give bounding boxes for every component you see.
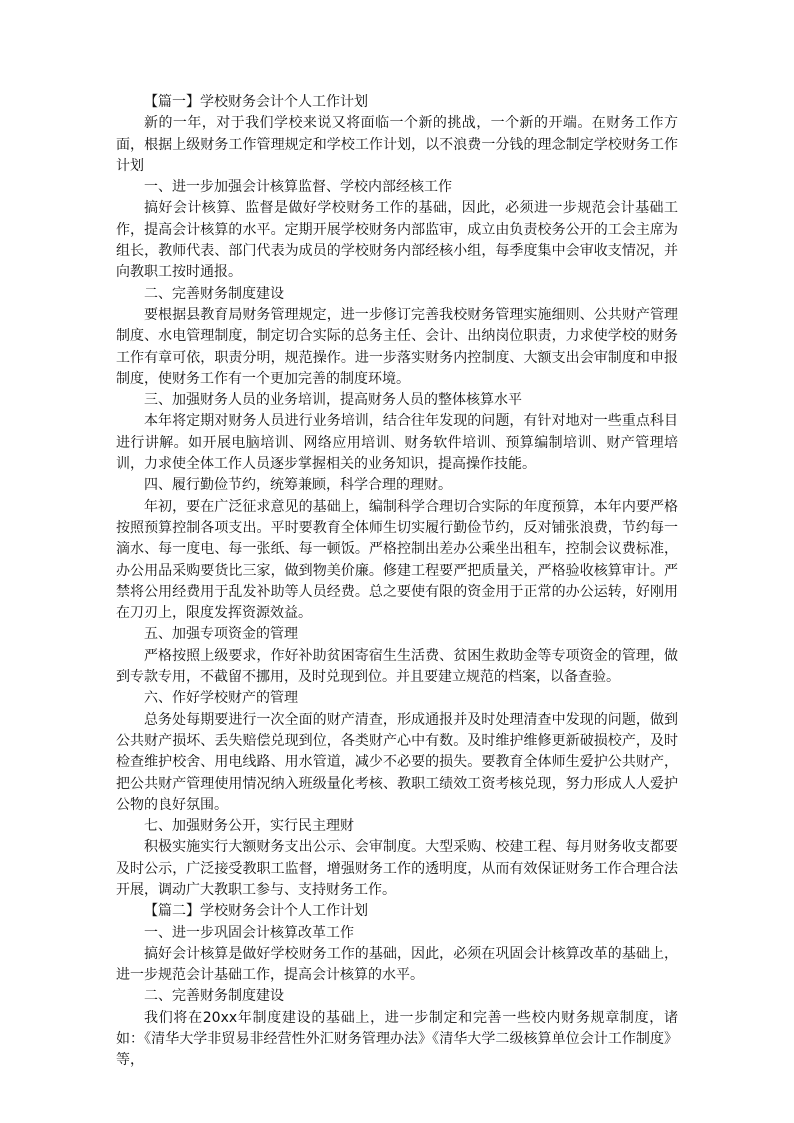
paragraph: 我们将在20xx年制度建设的基础上，进一步制定和完善一些校内财务规章制度，诸如：《清华大学非贸易非经营性外汇财务管理办法》《清华大学二级核算单位会计工作制度》等， xyxy=(116,1009,678,1069)
paragraph: 要根据县教育局财务管理规定，进一步修订完善我校财务管理实施细则、公共财产管理制度、水电管理制度，制定切合实际的总务主任、会计、出纳岗位职责，力求使学校的财务工作有章可依，职责分明，规范操作。进一步落实财务内控制度、大额支出会审制度和申报制度，使财务工作有一个更加完善的制度环境。 xyxy=(116,306,678,387)
paragraph: 搞好会计核算、监督是做好学校财务工作的基础，因此，必须进一步规范会计基础工作，提高会计核算的水平。定期开展学校财务内部监审，成立由负责校务公开的工会主席为组长，教师代表、部门代表为成员的学校财务内部经核小组，每季度集中会审收支情况，并向教职工按时通报。 xyxy=(116,200,678,281)
subheading: 二、完善财务制度建设 xyxy=(144,285,284,302)
paragraph: 积极实施实行大额财务支出公示、会审制度。大型采购、校建工程、每月财务收支都要及时公示，广泛接受教职工监督，增强财务工作的透明度，从而有效保证财务工作合理合法开展，调动广大教职工参与、支持财务工作。 xyxy=(116,839,678,898)
subheading: 二、完善财务制度建设 xyxy=(144,988,284,1005)
subheading: 一、进一步加强会计核算监督、学校内部经核工作 xyxy=(144,179,452,196)
paragraph: 总务处每期要进行一次全面的财产清查，形成通报并及时处理清查中发现的问题，做到公共财产损坏、丢失赔偿兑现到位，各类财产心中有数。及时维护维修更新破损校产，及时检查维护校舍、用电线路、用水管道，减少不必要的损失。要教育全体师生爱护公共财产，把公共财产管理使用情况纳入班级量化考核、教职工绩效工资考核兑现，努力形成人人爱护公物的良好氛围。 xyxy=(116,711,678,813)
paragraph: 搞好会计核算是做好学校财务工作的基础，因此，必须在巩固会计核算改革的基础上，进一步规范会计基础工作，提高会计核算的水平。 xyxy=(116,945,678,984)
subheading: 七、加强财务公开，实行民主理财 xyxy=(144,818,354,835)
subheading: 一、进一步巩固会计核算改革工作 xyxy=(144,924,354,941)
paragraph: 严格按照上级要求，作好补助贫困寄宿生生活费、贫困生救助金等专项资金的管理，做到专款专用，不截留不挪用，及时兑现到位。并且要建立规范的档案，以备查验。 xyxy=(116,647,678,686)
paragraph: 本年将定期对财务人员进行业务培训，结合往年发现的问题，有针对地对一些重点科目进行讲解。如开展电脑培训、网络应用培训、财务软件培训、预算编制培训、财产管理培训，力求使全体工作人员逐步掌握相关的业务知识，提高操作技能。 xyxy=(116,413,678,473)
subheading: 三、加强财务人员的业务培训，提高财务人员的整体核算水平 xyxy=(144,392,522,409)
subheading: 六、作好学校财产的管理 xyxy=(144,690,298,707)
subheading: 四、履行勤俭节约，统筹兼顾，科学合理的理财。 xyxy=(144,477,452,494)
subheading: 五、加强专项资金的管理 xyxy=(144,626,298,643)
section-heading-part-two: 【篇二】学校财务会计个人工作计划 xyxy=(144,903,368,920)
section-heading-part-one: 【篇一】学校财务会计个人工作计划 xyxy=(144,94,368,110)
document-body xyxy=(116,92,678,1072)
paragraph: 年初，要在广泛征求意见的基础上，编制科学合理切合实际的年度预算，本年内要严格按照预算控制各项支出。平时要教育全体师生切实履行勤俭节约，反对铺张浪费，节约每一滴水、每一度电、每一张纸、每一顿饭。严格控制出差办公乘坐出租车，控制会议费标准，办公用品采购要货比三家，做到物美价廉。修建工程要严把质量关，严格验收核算审计。严禁将公用经费用于乱发补助等人员经费。总之要使有限的资金用于正常的办公运转，好刚用在刀刃上，限度发挥资源效益。 xyxy=(116,498,678,622)
paragraph: 新的一年，对于我们学校来说又将面临一个新的挑战，一个新的开端。在财务工作方面，根据上级财务工作管理规定和学校工作计划，以不浪费一分钱的理念制定学校财务工作计划 xyxy=(116,115,678,174)
